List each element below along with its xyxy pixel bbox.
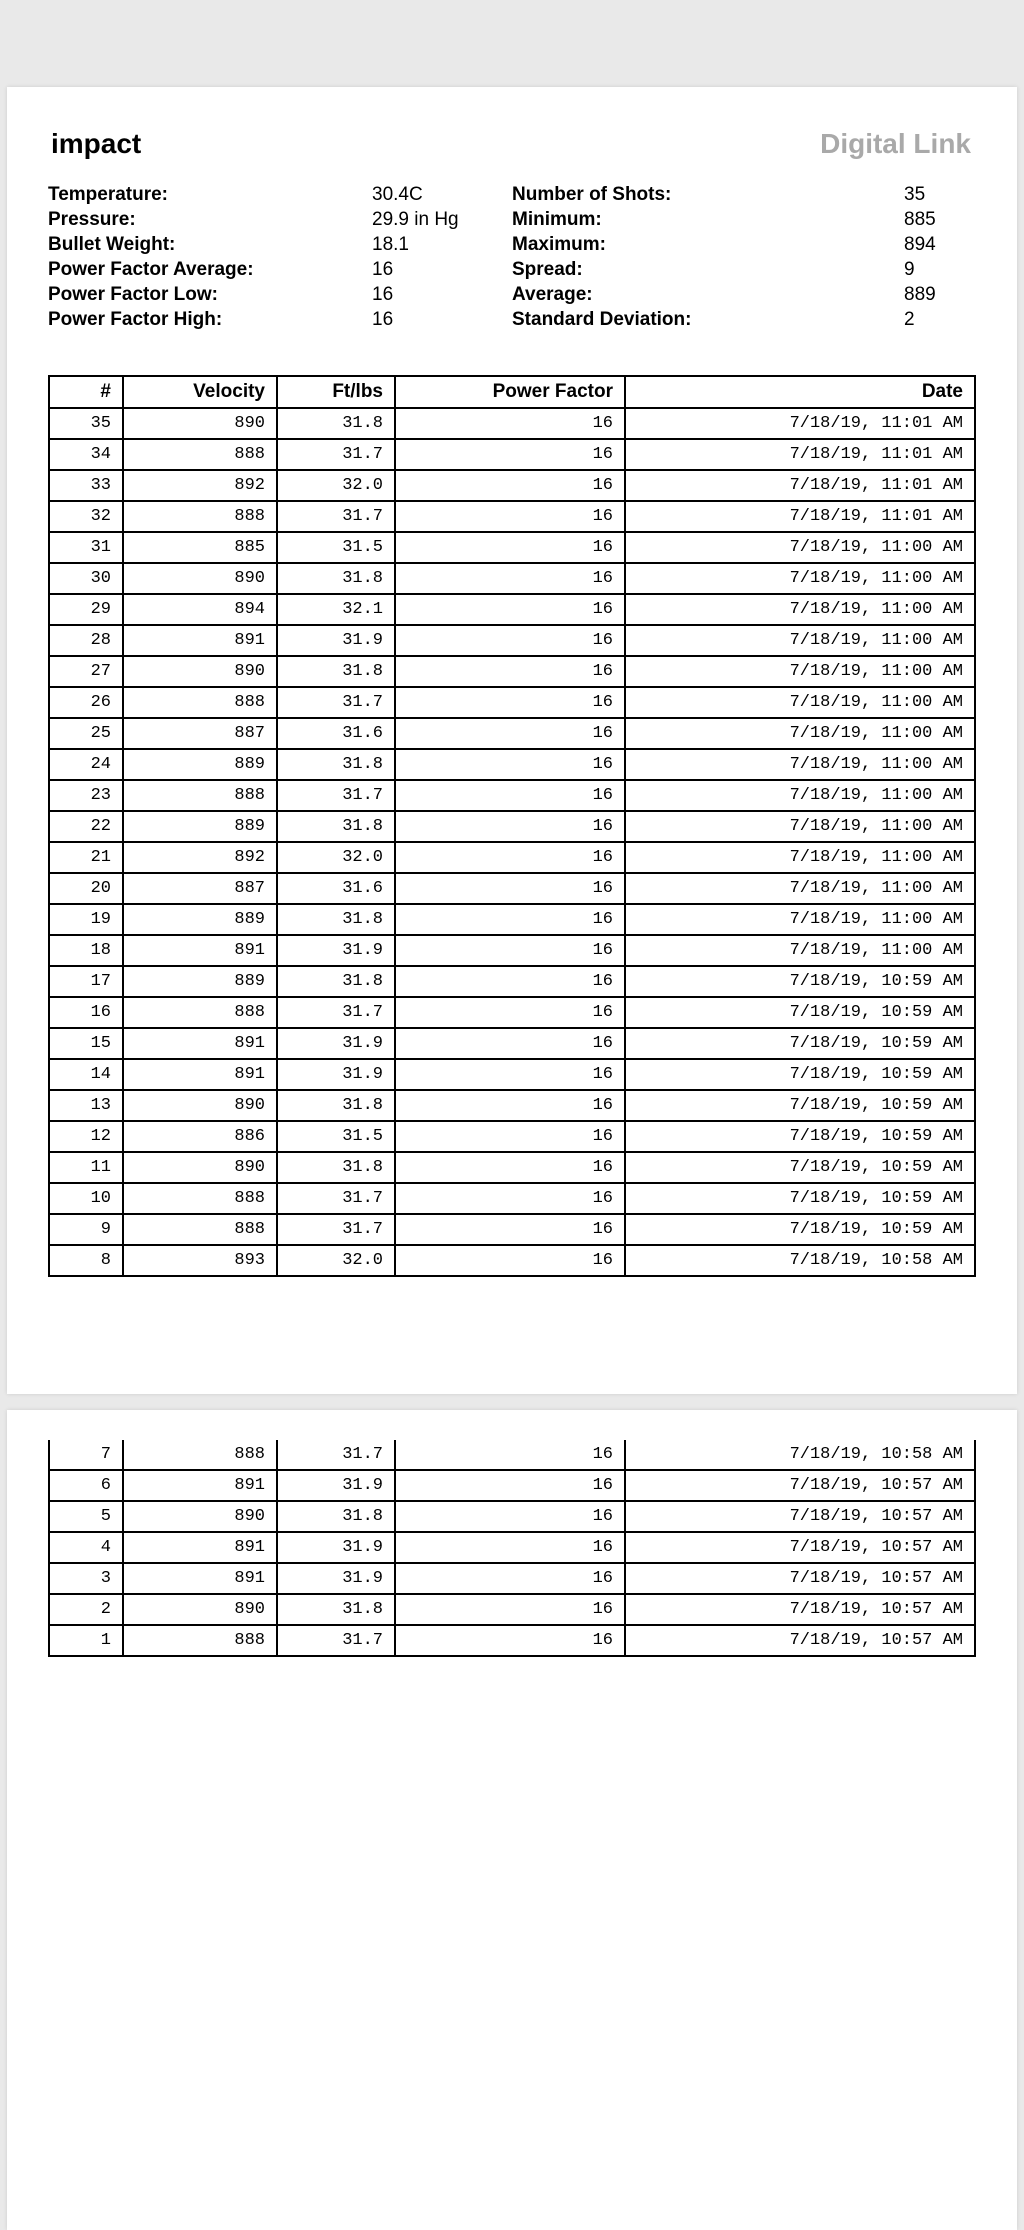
- shot-number-cell: 11: [49, 1152, 123, 1183]
- ft-lbs-cell: 31.7: [277, 501, 395, 532]
- velocity-cell: 891: [123, 1028, 277, 1059]
- power-factor-cell: 16: [395, 780, 625, 811]
- velocity-cell: 892: [123, 470, 277, 501]
- shot-number-cell: 24: [49, 749, 123, 780]
- table-row: [49, 1090, 975, 1121]
- velocity-cell: 889: [123, 904, 277, 935]
- date-cell: 7/18/19, 10:58 AM: [625, 1245, 975, 1276]
- ft-lbs-cell: 32.0: [277, 842, 395, 873]
- shot-number-cell: 32: [49, 501, 123, 532]
- power-factor-cell: 16: [395, 1440, 625, 1470]
- stat-label: Minimum:: [512, 209, 602, 230]
- velocity-cell: 890: [123, 1152, 277, 1183]
- table-row: [49, 718, 975, 749]
- stat-label: Maximum:: [512, 234, 606, 255]
- shot-number-cell: 22: [49, 811, 123, 842]
- shot-number-cell: 15: [49, 1028, 123, 1059]
- date-cell: 7/18/19, 10:57 AM: [625, 1563, 975, 1594]
- ft-lbs-cell: 31.6: [277, 718, 395, 749]
- table-row: [49, 811, 975, 842]
- velocity-cell: 891: [123, 935, 277, 966]
- column-header-date: Date: [625, 376, 975, 408]
- date-cell: 7/18/19, 10:57 AM: [625, 1594, 975, 1625]
- table-row: [49, 904, 975, 935]
- ft-lbs-cell: 32.0: [277, 1245, 395, 1276]
- velocity-cell: 888: [123, 1625, 277, 1656]
- shot-number-cell: 19: [49, 904, 123, 935]
- power-factor-cell: 16: [395, 532, 625, 563]
- date-cell: 7/18/19, 10:57 AM: [625, 1501, 975, 1532]
- power-factor-cell: 16: [395, 594, 625, 625]
- velocity-cell: 890: [123, 1594, 277, 1625]
- table-row: [49, 625, 975, 656]
- ft-lbs-cell: 31.5: [277, 1121, 395, 1152]
- velocity-cell: 890: [123, 656, 277, 687]
- stat-value: 894: [904, 234, 936, 255]
- ft-lbs-cell: 31.8: [277, 966, 395, 997]
- power-factor-cell: 16: [395, 563, 625, 594]
- table-row: [49, 563, 975, 594]
- shot-number-cell: 25: [49, 718, 123, 749]
- stat-value: 16: [372, 259, 394, 280]
- stat-value: 885: [904, 209, 936, 230]
- shot-number-cell: 27: [49, 656, 123, 687]
- report-page-2: [7, 1410, 1017, 2230]
- velocity-cell: 887: [123, 718, 277, 749]
- velocity-cell: 888: [123, 439, 277, 470]
- shot-number-cell: 35: [49, 408, 123, 439]
- ft-lbs-cell: 31.5: [277, 532, 395, 563]
- power-factor-cell: 16: [395, 1059, 625, 1090]
- table-row: [49, 501, 975, 532]
- ft-lbs-cell: 32.1: [277, 594, 395, 625]
- stat-label: Power Factor Low:: [48, 284, 218, 305]
- ft-lbs-cell: 31.8: [277, 1501, 395, 1532]
- shot-number-cell: 6: [49, 1470, 123, 1501]
- velocity-cell: 890: [123, 563, 277, 594]
- shot-number-cell: 26: [49, 687, 123, 718]
- power-factor-cell: 16: [395, 842, 625, 873]
- table-row: [49, 966, 975, 997]
- shot-number-cell: 13: [49, 1090, 123, 1121]
- velocity-cell: 888: [123, 780, 277, 811]
- date-cell: 7/18/19, 11:00 AM: [625, 935, 975, 966]
- table-row: [49, 1028, 975, 1059]
- power-factor-cell: 16: [395, 1470, 625, 1501]
- date-cell: 7/18/19, 10:58 AM: [625, 1440, 975, 1470]
- ft-lbs-cell: 31.6: [277, 873, 395, 904]
- ft-lbs-cell: 31.7: [277, 1214, 395, 1245]
- date-cell: 7/18/19, 10:57 AM: [625, 1532, 975, 1563]
- velocity-cell: 894: [123, 594, 277, 625]
- velocity-cell: 887: [123, 873, 277, 904]
- table-row: [49, 532, 975, 563]
- date-cell: 7/18/19, 11:00 AM: [625, 563, 975, 594]
- velocity-cell: 886: [123, 1121, 277, 1152]
- date-cell: 7/18/19, 11:00 AM: [625, 780, 975, 811]
- stat-label: Pressure:: [48, 209, 136, 230]
- velocity-cell: 890: [123, 1501, 277, 1532]
- table-row: [49, 997, 975, 1028]
- table-row: [49, 1594, 975, 1625]
- ft-lbs-cell: 31.7: [277, 1625, 395, 1656]
- velocity-cell: 888: [123, 997, 277, 1028]
- stat-value: 16: [372, 309, 394, 330]
- report-page-1: [7, 87, 1017, 1394]
- table-row: [49, 1183, 975, 1214]
- power-factor-cell: 16: [395, 1532, 625, 1563]
- shot-number-cell: 33: [49, 470, 123, 501]
- shot-number-cell: 28: [49, 625, 123, 656]
- table-row: [49, 1245, 975, 1276]
- velocity-cell: 889: [123, 749, 277, 780]
- brand-logo-text: Digital Link: [820, 128, 971, 159]
- ft-lbs-cell: 31.8: [277, 904, 395, 935]
- table-row: [49, 1625, 975, 1656]
- shot-number-cell: 21: [49, 842, 123, 873]
- date-cell: 7/18/19, 10:59 AM: [625, 1183, 975, 1214]
- date-cell: 7/18/19, 11:01 AM: [625, 439, 975, 470]
- date-cell: 7/18/19, 11:00 AM: [625, 904, 975, 935]
- velocity-cell: 888: [123, 501, 277, 532]
- stat-label: Temperature:: [48, 184, 169, 205]
- stat-label: Spread:: [512, 259, 583, 280]
- ft-lbs-cell: 31.7: [277, 687, 395, 718]
- table-row: [49, 470, 975, 501]
- power-factor-cell: 16: [395, 1563, 625, 1594]
- power-factor-cell: 16: [395, 966, 625, 997]
- table-row: [49, 1563, 975, 1594]
- shot-number-cell: 23: [49, 780, 123, 811]
- power-factor-cell: 16: [395, 1090, 625, 1121]
- shot-number-cell: 10: [49, 1183, 123, 1214]
- stat-value: 889: [904, 284, 936, 305]
- shot-number-cell: 12: [49, 1121, 123, 1152]
- stat-value: 2: [904, 309, 915, 330]
- ft-lbs-cell: 31.8: [277, 1090, 395, 1121]
- shots-table-body: [49, 1440, 975, 1656]
- power-factor-cell: 16: [395, 997, 625, 1028]
- stat-value: 18.1: [372, 234, 409, 255]
- velocity-cell: 888: [123, 1183, 277, 1214]
- power-factor-cell: 16: [395, 1245, 625, 1276]
- date-cell: 7/18/19, 10:59 AM: [625, 1059, 975, 1090]
- date-cell: 7/18/19, 10:57 AM: [625, 1470, 975, 1501]
- velocity-cell: 889: [123, 966, 277, 997]
- velocity-cell: 888: [123, 687, 277, 718]
- power-factor-cell: 16: [395, 1501, 625, 1532]
- date-cell: 7/18/19, 10:57 AM: [625, 1625, 975, 1656]
- table-row: [49, 1059, 975, 1090]
- shot-number-cell: 34: [49, 439, 123, 470]
- power-factor-cell: 16: [395, 904, 625, 935]
- stat-label: Power Factor Average:: [48, 259, 254, 280]
- power-factor-cell: 16: [395, 501, 625, 532]
- stat-value: 30.4C: [372, 184, 423, 205]
- ft-lbs-cell: 31.8: [277, 749, 395, 780]
- power-factor-cell: 16: [395, 935, 625, 966]
- velocity-cell: 891: [123, 625, 277, 656]
- table-header-row: [49, 376, 975, 408]
- power-factor-cell: 16: [395, 873, 625, 904]
- shot-number-cell: 30: [49, 563, 123, 594]
- column-header-velocity: Velocity: [123, 376, 277, 408]
- power-factor-cell: 16: [395, 1594, 625, 1625]
- shot-number-cell: 31: [49, 532, 123, 563]
- table-row: [49, 1532, 975, 1563]
- velocity-cell: 890: [123, 408, 277, 439]
- table-row: [49, 780, 975, 811]
- table-row: [49, 1470, 975, 1501]
- velocity-cell: 888: [123, 1440, 277, 1470]
- velocity-cell: 891: [123, 1563, 277, 1594]
- date-cell: 7/18/19, 11:01 AM: [625, 501, 975, 532]
- table-row: [49, 1440, 975, 1470]
- date-cell: 7/18/19, 11:00 AM: [625, 594, 975, 625]
- power-factor-cell: 16: [395, 1183, 625, 1214]
- shot-number-cell: 16: [49, 997, 123, 1028]
- table-row: [49, 935, 975, 966]
- power-factor-cell: 16: [395, 1214, 625, 1245]
- ft-lbs-cell: 31.9: [277, 1532, 395, 1563]
- shots-table-body: [49, 408, 975, 1276]
- power-factor-cell: 16: [395, 1625, 625, 1656]
- date-cell: 7/18/19, 10:59 AM: [625, 1214, 975, 1245]
- velocity-cell: 891: [123, 1059, 277, 1090]
- velocity-cell: 890: [123, 1090, 277, 1121]
- power-factor-cell: 16: [395, 1121, 625, 1152]
- stat-value: 35: [904, 184, 926, 205]
- table-row: [49, 1214, 975, 1245]
- shot-number-cell: 20: [49, 873, 123, 904]
- date-cell: 7/18/19, 11:00 AM: [625, 625, 975, 656]
- ft-lbs-cell: 31.7: [277, 997, 395, 1028]
- column-header-number: #: [49, 376, 123, 408]
- table-row: [49, 1501, 975, 1532]
- report-title: impact: [51, 128, 142, 159]
- table-row: [49, 1152, 975, 1183]
- table-row: [49, 749, 975, 780]
- ft-lbs-cell: 31.7: [277, 1183, 395, 1214]
- velocity-cell: 885: [123, 532, 277, 563]
- date-cell: 7/18/19, 11:00 AM: [625, 811, 975, 842]
- power-factor-cell: 16: [395, 625, 625, 656]
- stat-label: Number of Shots:: [512, 184, 672, 205]
- power-factor-cell: 16: [395, 470, 625, 501]
- date-cell: 7/18/19, 10:59 AM: [625, 966, 975, 997]
- table-row: [49, 687, 975, 718]
- table-row: [49, 439, 975, 470]
- table-row: [49, 1121, 975, 1152]
- power-factor-cell: 16: [395, 687, 625, 718]
- ft-lbs-cell: 31.7: [277, 1440, 395, 1470]
- power-factor-cell: 16: [395, 1152, 625, 1183]
- ft-lbs-cell: 31.7: [277, 439, 395, 470]
- date-cell: 7/18/19, 10:59 AM: [625, 1152, 975, 1183]
- shot-number-cell: 2: [49, 1594, 123, 1625]
- stat-value: 29.9 in Hg: [372, 209, 459, 230]
- stat-label: Standard Deviation:: [512, 309, 692, 330]
- shot-number-cell: 5: [49, 1501, 123, 1532]
- stat-value: 16: [372, 284, 394, 305]
- ft-lbs-cell: 31.8: [277, 656, 395, 687]
- shot-number-cell: 7: [49, 1440, 123, 1470]
- stat-value: 9: [904, 259, 915, 280]
- ft-lbs-cell: 31.9: [277, 1563, 395, 1594]
- shot-number-cell: 8: [49, 1245, 123, 1276]
- date-cell: 7/18/19, 11:00 AM: [625, 687, 975, 718]
- velocity-cell: 888: [123, 1214, 277, 1245]
- table-row: [49, 873, 975, 904]
- ft-lbs-cell: 31.9: [277, 625, 395, 656]
- shot-number-cell: 29: [49, 594, 123, 625]
- date-cell: 7/18/19, 10:59 AM: [625, 997, 975, 1028]
- velocity-cell: 891: [123, 1532, 277, 1563]
- date-cell: 7/18/19, 11:00 AM: [625, 656, 975, 687]
- power-factor-cell: 16: [395, 656, 625, 687]
- shots-table: [48, 375, 976, 1277]
- power-factor-cell: 16: [395, 811, 625, 842]
- ft-lbs-cell: 31.9: [277, 1470, 395, 1501]
- date-cell: 7/18/19, 11:01 AM: [625, 470, 975, 501]
- shot-number-cell: 3: [49, 1563, 123, 1594]
- velocity-cell: 891: [123, 1470, 277, 1501]
- shot-number-cell: 14: [49, 1059, 123, 1090]
- ft-lbs-cell: 32.0: [277, 470, 395, 501]
- ft-lbs-cell: 31.8: [277, 811, 395, 842]
- shots-table-continued: [48, 1440, 976, 1657]
- table-row: [49, 656, 975, 687]
- date-cell: 7/18/19, 10:59 AM: [625, 1121, 975, 1152]
- shot-number-cell: 9: [49, 1214, 123, 1245]
- ft-lbs-cell: 31.9: [277, 1059, 395, 1090]
- ft-lbs-cell: 31.9: [277, 1028, 395, 1059]
- shot-number-cell: 17: [49, 966, 123, 997]
- date-cell: 7/18/19, 10:59 AM: [625, 1090, 975, 1121]
- ft-lbs-cell: 31.8: [277, 563, 395, 594]
- velocity-cell: 889: [123, 811, 277, 842]
- power-factor-cell: 16: [395, 1028, 625, 1059]
- ft-lbs-cell: 31.8: [277, 1152, 395, 1183]
- date-cell: 7/18/19, 10:59 AM: [625, 1028, 975, 1059]
- date-cell: 7/18/19, 11:00 AM: [625, 749, 975, 780]
- date-cell: 7/18/19, 11:00 AM: [625, 718, 975, 749]
- ft-lbs-cell: 31.9: [277, 935, 395, 966]
- date-cell: 7/18/19, 11:00 AM: [625, 842, 975, 873]
- date-cell: 7/18/19, 11:00 AM: [625, 532, 975, 563]
- velocity-cell: 892: [123, 842, 277, 873]
- table-row: [49, 408, 975, 439]
- stat-label: Power Factor High:: [48, 309, 223, 330]
- column-header-power-factor: Power Factor: [395, 376, 625, 408]
- column-header-ft-lbs: Ft/lbs: [277, 376, 395, 408]
- velocity-cell: 893: [123, 1245, 277, 1276]
- power-factor-cell: 16: [395, 408, 625, 439]
- ft-lbs-cell: 31.8: [277, 408, 395, 439]
- shot-number-cell: 18: [49, 935, 123, 966]
- table-row: [49, 842, 975, 873]
- table-row: [49, 594, 975, 625]
- power-factor-cell: 16: [395, 439, 625, 470]
- shot-number-cell: 4: [49, 1532, 123, 1563]
- date-cell: 7/18/19, 11:01 AM: [625, 408, 975, 439]
- ft-lbs-cell: 31.8: [277, 1594, 395, 1625]
- power-factor-cell: 16: [395, 718, 625, 749]
- ft-lbs-cell: 31.7: [277, 780, 395, 811]
- power-factor-cell: 16: [395, 749, 625, 780]
- stat-label: Bullet Weight:: [48, 234, 176, 255]
- date-cell: 7/18/19, 11:00 AM: [625, 873, 975, 904]
- shot-number-cell: 1: [49, 1625, 123, 1656]
- stat-label: Average:: [512, 284, 593, 305]
